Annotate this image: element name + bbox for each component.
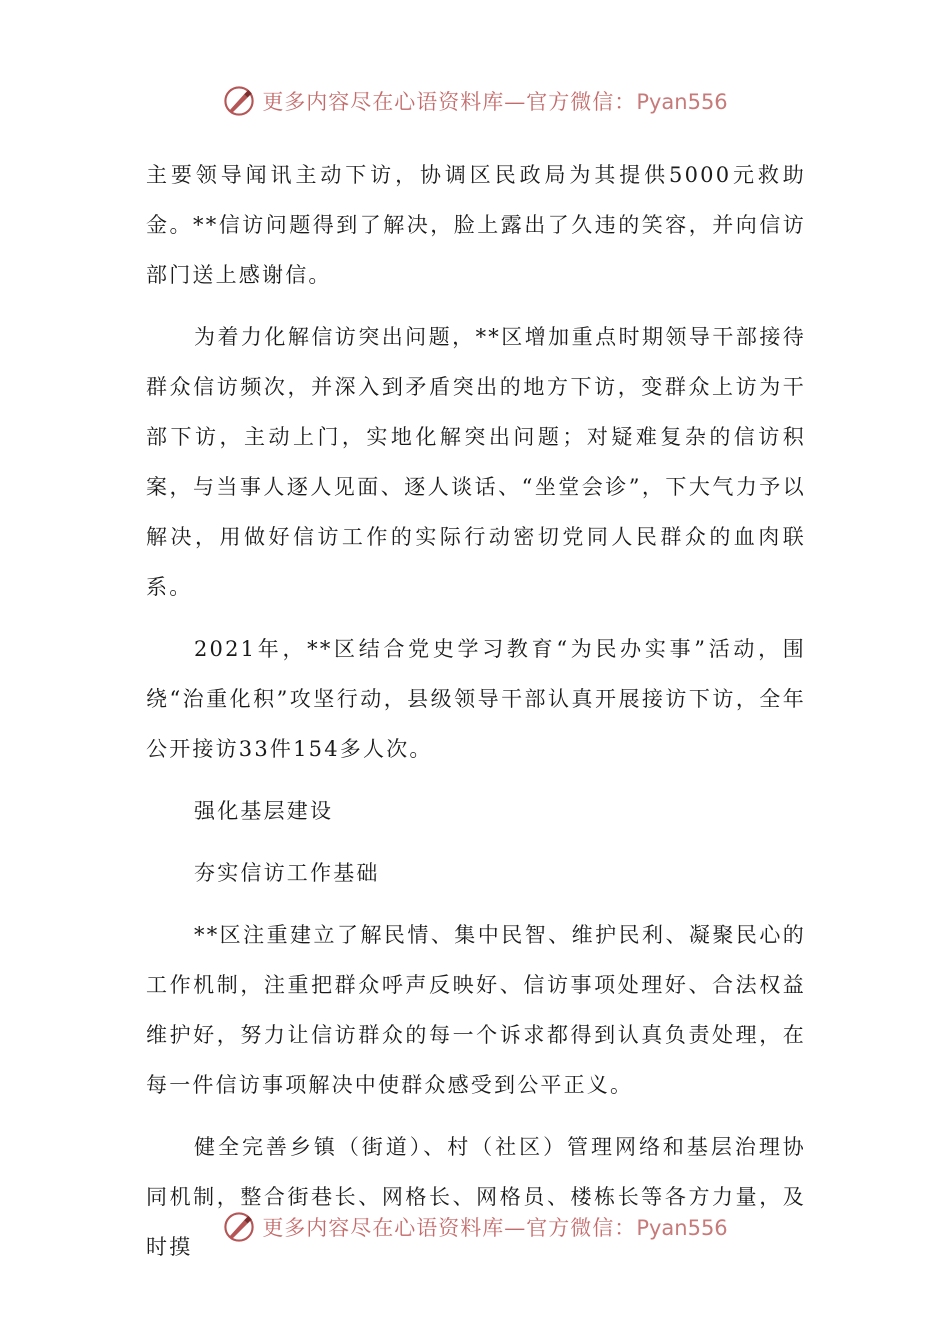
section-heading-1: 强化基层建设 [194,799,334,823]
pen-logo-icon [222,84,256,118]
watermark-id: Pyan556 [636,1216,728,1240]
section-heading-2: 夯实信访工作基础 [194,861,380,885]
paragraph-1: 主要领导闻讯主动下访，协调区民政局为其提供5000元救助金。**信访问题得到了解决，脸上露出了久违的笑容，并向信访部门送上感谢信。 [146,163,806,287]
paragraph-3: 2021年，**区结合党史学习教育“为民办实事”活动，围绕“治重化积”攻坚行动，县级领导干部认真开展接访下访，全年公开接访33件154多人次。 [146,637,806,761]
watermark-id: Pyan556 [636,90,728,114]
paragraph-5: 健全完善乡镇（街道）、村（社区）管理网络和基层治理协同机制，整合街巷长、网格长、网格员、楼栋长等各方力量，及时摸 [146,1135,806,1259]
footer-watermark [0,1210,950,1244]
pen-logo-icon [222,1210,256,1244]
watermark-text: 更多内容尽在心语资料库—官方微信：Pyan556 [262,1216,728,1240]
paragraph-2: 为着力化解信访突出问题，**区增加重点时期领导干部接待群众信访频次，并深入到矛盾突出的地方下访，变群众上访为干部下访，主动上门，实地化解突出问题；对疑难复杂的信访积案，与当事人逐人见面、逐人谈话、“坐堂会诊”，下大气力予以解决，用做好信访工作的实际行动密切党同人民群众的血肉联系。 [146,325,806,599]
paragraph-4: **区注重建立了解民情、集中民智、维护民利、凝聚民心的工作机制，注重把群众呼声反映好、信访事项处理好、合法权益维护好，努力让信访群众的每一个诉求都得到认真负责处理，在每一件信访事项解决中使群众感受到公平正义。 [146,923,806,1097]
document-body [146,150,806,1284]
header-watermark [0,84,950,118]
watermark-text: 更多内容尽在心语资料库—官方微信：Pyan556 [262,90,728,114]
